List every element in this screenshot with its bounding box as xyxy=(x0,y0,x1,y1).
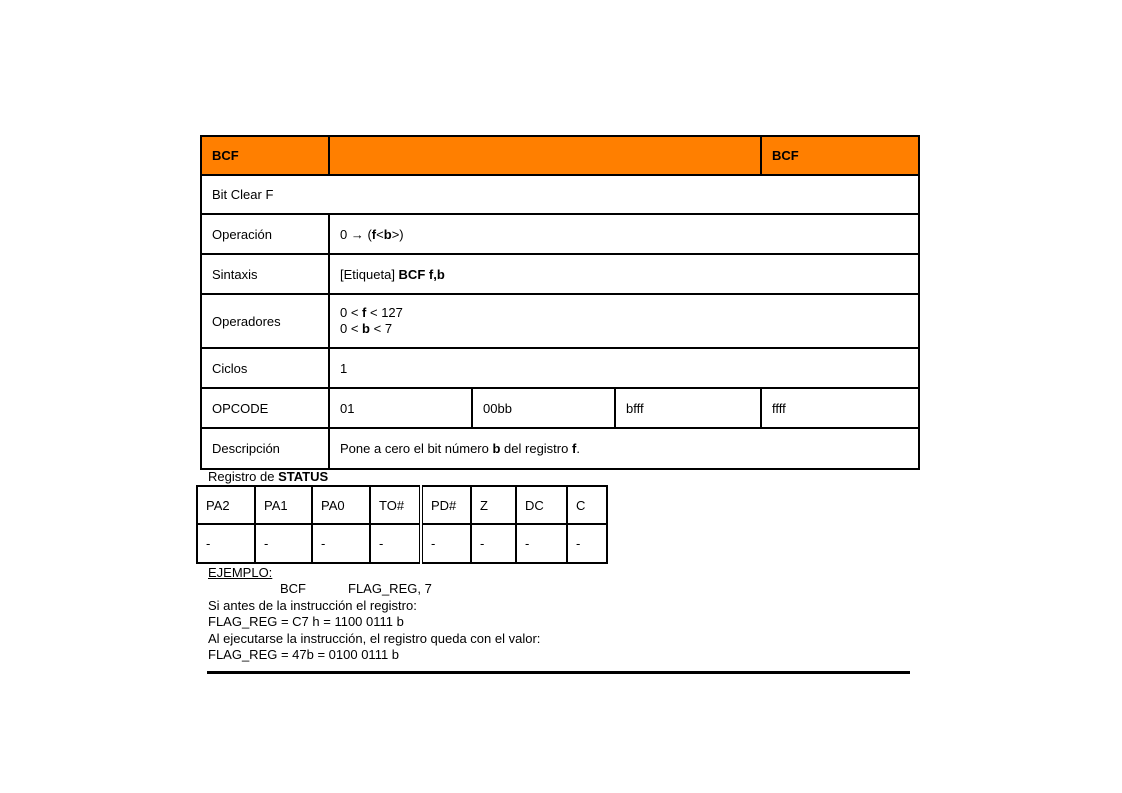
op1-pre: 0 < xyxy=(340,305,363,320)
status-bit: Z xyxy=(471,486,516,524)
status-value: - xyxy=(471,524,516,563)
example-line: FLAG_REG = 47b = 0100 0111 b xyxy=(208,647,400,663)
example-line: FLAG_REG = C7 h = 1100 0111 b xyxy=(208,614,404,630)
status-value: - xyxy=(197,524,255,563)
op-post: >) xyxy=(391,226,404,242)
desc-post: . xyxy=(576,441,580,456)
op2-post: < 7 xyxy=(370,321,393,336)
sintaxis-label: Sintaxis xyxy=(201,254,329,294)
instruction-name: Bit Clear F xyxy=(201,175,919,214)
mnemonic-left: BCF xyxy=(201,136,329,175)
operacion-label: Operación xyxy=(201,214,329,254)
operadores-label: Operadores xyxy=(201,294,329,348)
operadores-value xyxy=(329,294,919,348)
operacion-row xyxy=(201,214,919,254)
ciclos-label: Ciclos xyxy=(201,348,329,388)
desc-bold-f: f xyxy=(571,441,577,456)
status-value: - xyxy=(567,524,607,563)
status-caption xyxy=(208,469,328,484)
status-bit: PA1 xyxy=(255,486,312,524)
status-value: - xyxy=(370,524,421,563)
example-title: EJEMPLO: xyxy=(208,565,273,580)
sintaxis-row xyxy=(201,254,919,294)
desc-mid: del registro xyxy=(500,441,572,456)
op-b: b xyxy=(383,226,392,242)
status-value: - xyxy=(516,524,567,563)
status-bit: PA0 xyxy=(312,486,370,524)
example-line: Al ejecutarse la instrucción, el registro queda con el valor: xyxy=(208,630,541,646)
status-bit: DC xyxy=(516,486,567,524)
sintaxis-pre: [Etiqueta] xyxy=(340,266,399,282)
ciclos-value: 1 xyxy=(329,348,919,388)
ciclos-row xyxy=(201,348,919,388)
descripcion-label: Descripción xyxy=(201,428,329,469)
op1-post: < 127 xyxy=(366,305,403,320)
opcode-cell: bfff xyxy=(615,388,761,428)
op-f: f xyxy=(371,226,377,242)
operadores-row xyxy=(201,294,919,348)
instruction-table xyxy=(200,135,920,470)
descripcion-row xyxy=(201,428,919,469)
operadores-line-1 xyxy=(340,305,908,321)
status-caption-bold: STATUS xyxy=(278,469,329,484)
name-row xyxy=(201,175,919,214)
example-line: Si antes de la instrucción el registro: xyxy=(208,597,417,613)
status-bit: TO# xyxy=(370,486,421,524)
op-pre: 0 → ( xyxy=(340,226,372,242)
opcode-cell: ffff xyxy=(761,388,919,428)
bottom-divider xyxy=(207,671,910,674)
status-value: - xyxy=(255,524,312,563)
status-value: - xyxy=(421,524,471,563)
opcode-row xyxy=(201,388,919,428)
example-block xyxy=(208,565,540,663)
opcode-cell: 01 xyxy=(329,388,472,428)
status-bit: PA2 xyxy=(197,486,255,524)
desc-pre: Pone a cero el bit número xyxy=(340,441,493,456)
example-cmd-args: FLAG_REG, 7 xyxy=(348,581,432,597)
op1-bold: f xyxy=(362,305,367,320)
desc-bold-b: b xyxy=(492,441,501,456)
operadores-line-2 xyxy=(340,321,908,337)
header-row xyxy=(201,136,919,175)
operacion-value xyxy=(329,214,919,254)
descripcion-value xyxy=(329,428,919,469)
sintaxis-bold: BCF f,b xyxy=(398,266,445,282)
opcode-cell: 00bb xyxy=(472,388,615,428)
sintaxis-value xyxy=(329,254,919,294)
header-blank xyxy=(329,136,761,175)
status-bits-row xyxy=(197,486,607,524)
opcode-label: OPCODE xyxy=(201,388,329,428)
op2-pre: 0 < xyxy=(340,321,363,336)
status-values-row xyxy=(197,524,607,563)
example-command xyxy=(208,581,540,597)
mnemonic-right: BCF xyxy=(761,136,919,175)
status-caption-pre: Registro de xyxy=(208,469,279,484)
status-bit: C xyxy=(567,486,607,524)
status-bit: PD# xyxy=(421,486,471,524)
status-register-table xyxy=(196,485,608,564)
op2-bold: b xyxy=(362,321,370,336)
op-mid: < xyxy=(376,226,384,242)
example-cmd-mnemonic: BCF xyxy=(280,581,306,597)
status-value: - xyxy=(312,524,370,563)
